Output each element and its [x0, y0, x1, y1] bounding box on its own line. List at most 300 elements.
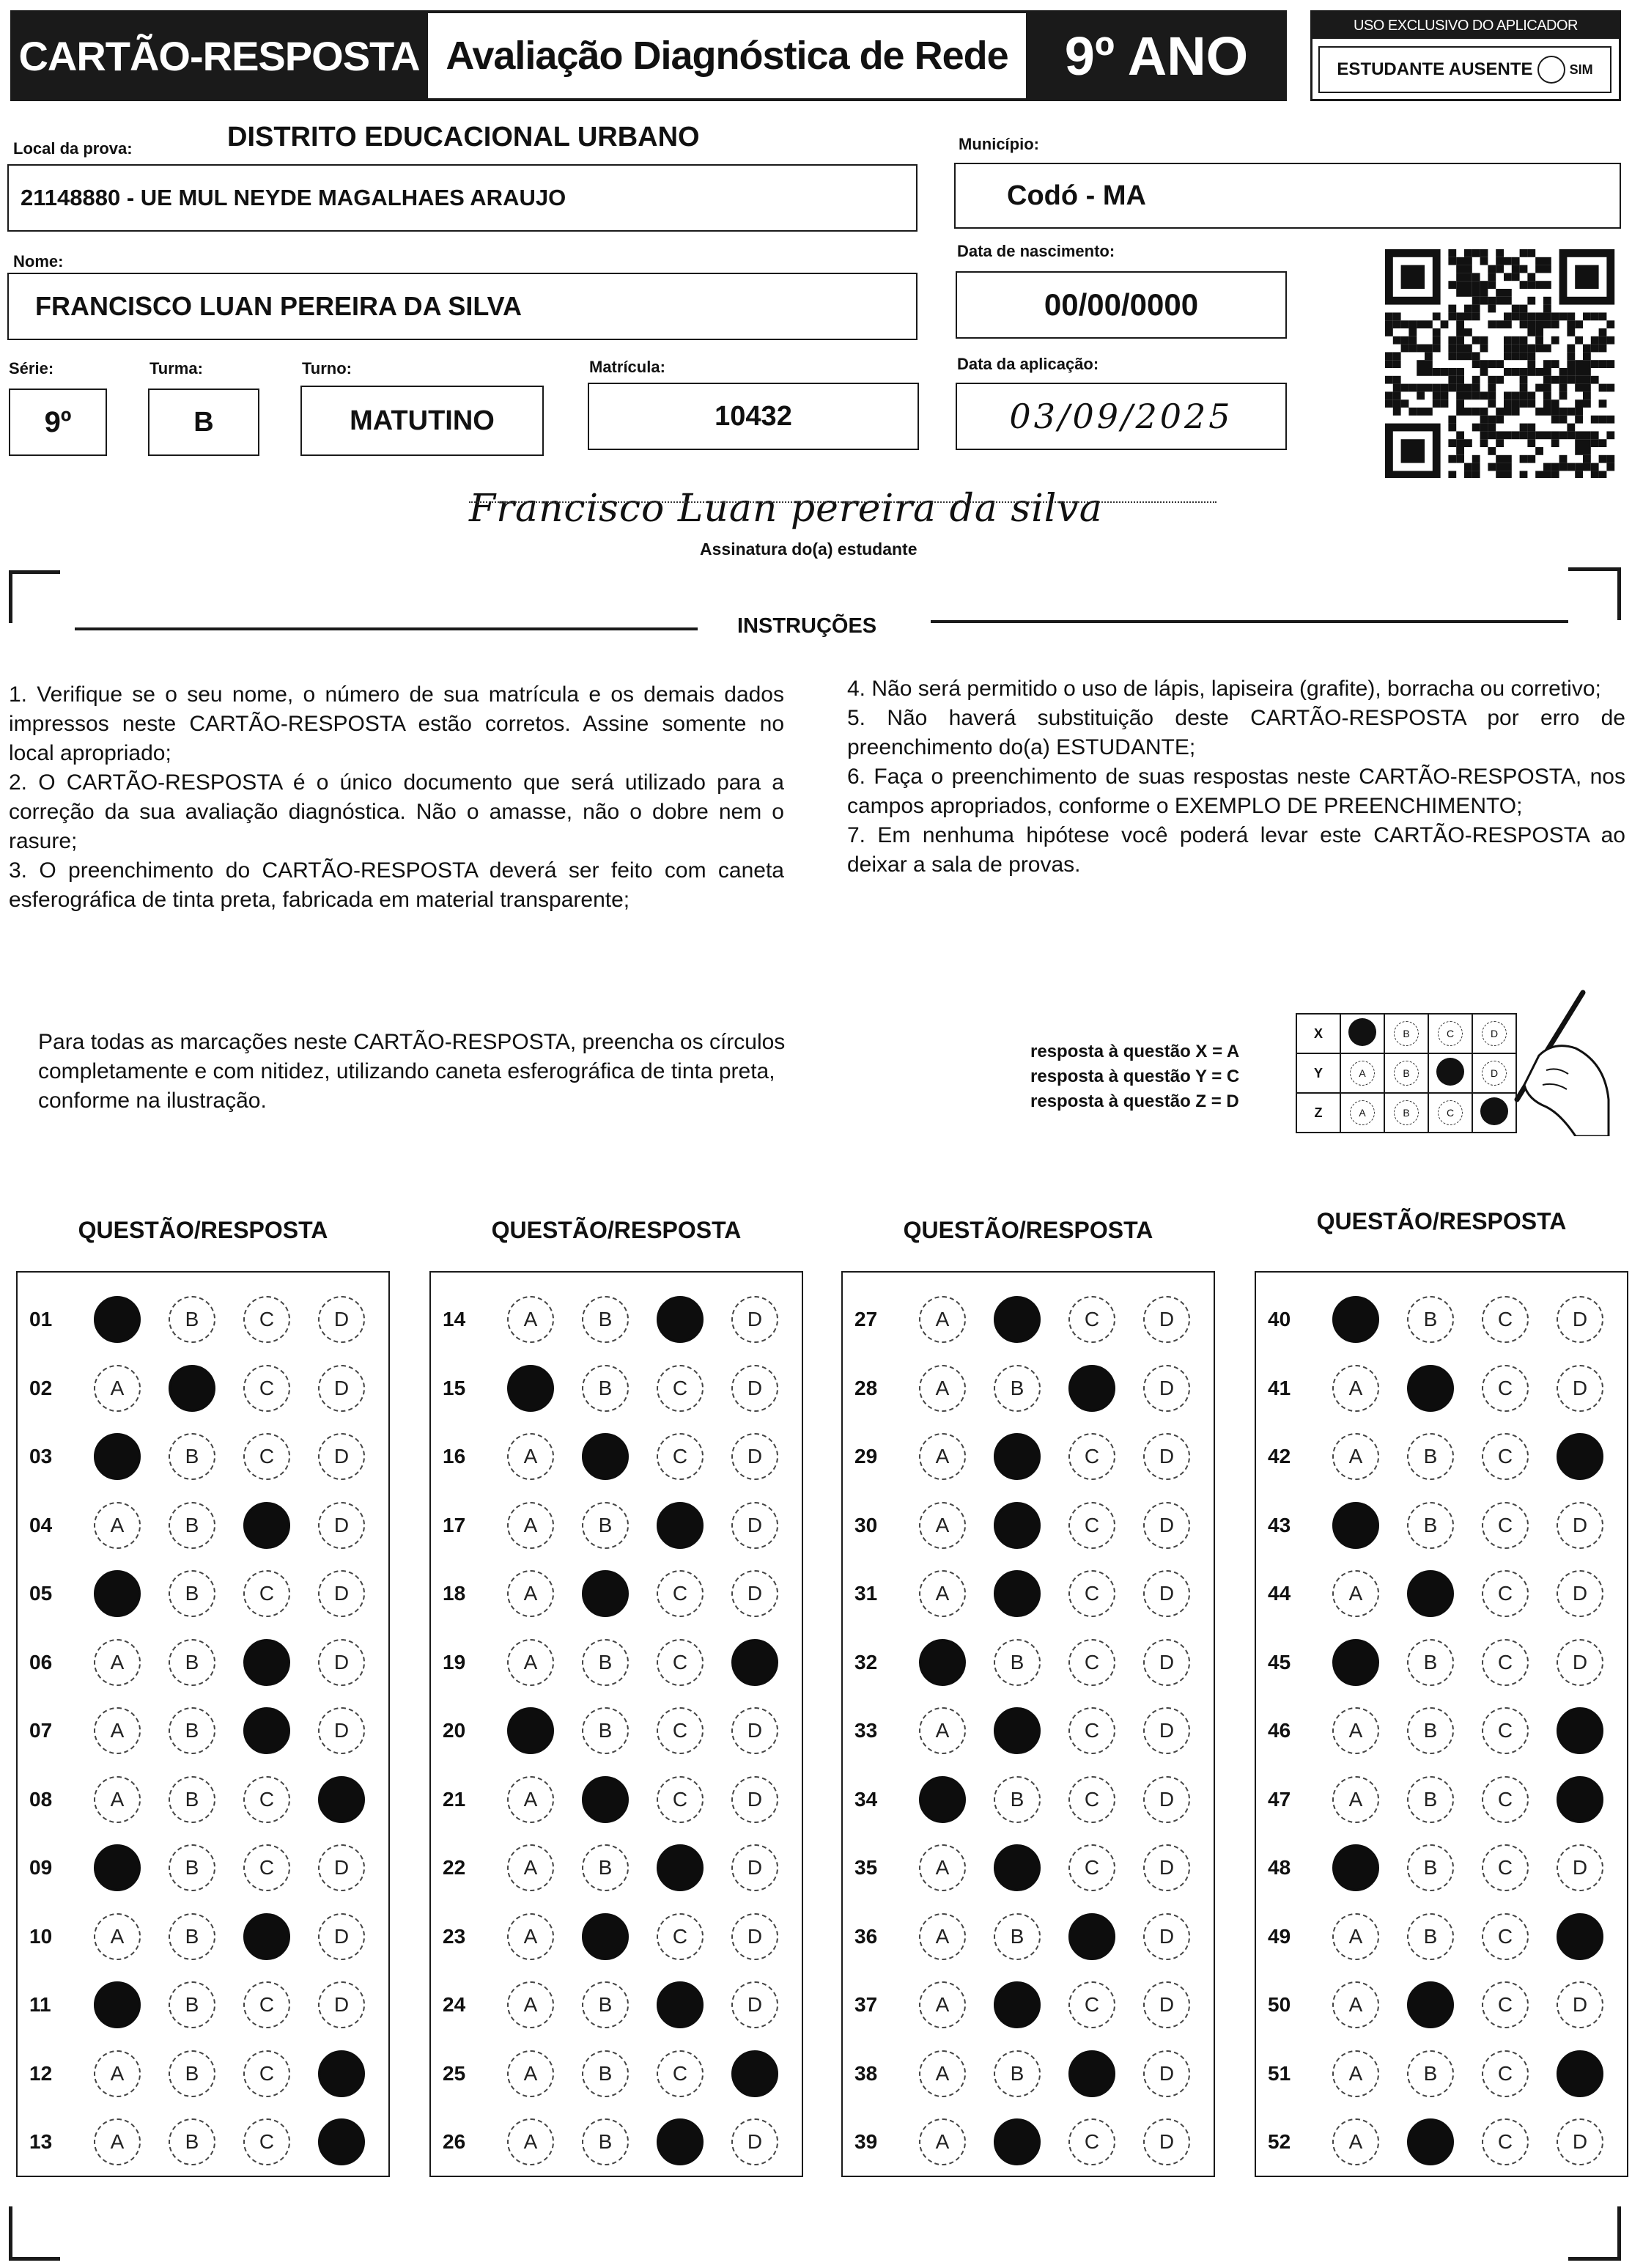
answer-bubble[interactable]: A: [919, 1913, 966, 1960]
answer-bubble[interactable]: D: [318, 1981, 365, 2028]
question-number: 09: [29, 1856, 53, 1879]
example-row: [1296, 1053, 1516, 1093]
answer-bubble[interactable]: A: [919, 1365, 966, 1412]
answer-row: [1268, 1707, 1603, 1754]
answer-bubble[interactable]: A: [507, 2050, 554, 2097]
answer-bubble[interactable]: D: [1143, 1296, 1190, 1343]
question-number: 49: [1268, 1924, 1291, 1948]
answer-bubble[interactable]: B: [1407, 1296, 1454, 1343]
answer-bubble[interactable]: A: [1332, 1981, 1379, 2028]
answer-bubble[interactable]: B: [169, 1296, 215, 1343]
answer-bubble[interactable]: C: [243, 1776, 290, 1823]
answer-bubble[interactable]: A: [919, 2118, 966, 2165]
turma-label: Turma:: [149, 359, 203, 378]
example-bubble: C: [1438, 1021, 1463, 1046]
answer-bubble[interactable]: A: [507, 1433, 554, 1480]
question-number: 52: [1268, 2130, 1291, 2153]
answer-bubble-filled[interactable]: [657, 2118, 704, 2165]
answer-bubble[interactable]: D: [318, 1502, 365, 1549]
answer-bubble[interactable]: A: [919, 1844, 966, 1891]
question-number: 44: [1268, 1582, 1291, 1605]
answer-bubble[interactable]: D: [1143, 1844, 1190, 1891]
answer-bubble[interactable]: B: [994, 2050, 1041, 2097]
instruction-item: 3. O preenchimento do CARTÃO-RESPOSTA deverá ser feito com caneta esferográfica de tinta preta, fabricada em material transparente;: [9, 858, 784, 912]
answer-bubble[interactable]: B: [1407, 1844, 1454, 1891]
answer-bubble-filled[interactable]: [994, 1570, 1041, 1617]
answer-bubble[interactable]: B: [169, 1570, 215, 1617]
answer-bubble[interactable]: D: [1557, 1981, 1603, 2028]
answer-bubble[interactable]: A: [919, 1502, 966, 1549]
answer-bubble-filled[interactable]: [1068, 1913, 1115, 1960]
answer-bubble[interactable]: A: [94, 2118, 141, 2165]
answer-bubble-filled[interactable]: [1407, 1981, 1454, 2028]
turno-field: MATUTINO: [300, 386, 544, 456]
serie-label: Série:: [9, 359, 54, 378]
answer-bubble[interactable]: A: [507, 1570, 554, 1617]
answer-bubble-filled[interactable]: [582, 1913, 629, 1960]
answer-bubble[interactable]: B: [1407, 1776, 1454, 1823]
answer-bubble-filled[interactable]: [243, 1913, 290, 1960]
example-bubble: B: [1394, 1061, 1419, 1086]
example-bubble: B: [1394, 1100, 1419, 1125]
answer-bubble[interactable]: D: [1557, 2118, 1603, 2165]
answer-bubble[interactable]: D: [731, 1844, 778, 1891]
answer-bubble[interactable]: A: [919, 1981, 966, 2028]
answer-bubble[interactable]: C: [1482, 1365, 1529, 1412]
answer-bubble-filled[interactable]: [507, 1707, 554, 1754]
example-filled-bubble: [1436, 1058, 1464, 1086]
example-legend: [1030, 1039, 1239, 1114]
answer-bubble[interactable]: D: [318, 1707, 365, 1754]
example-row: [1296, 1014, 1516, 1053]
frame-corner-bottom-left: [9, 2206, 60, 2261]
answer-bubble[interactable]: C: [1482, 1433, 1529, 1480]
answer-bubble-filled[interactable]: [994, 1707, 1041, 1754]
answer-bubble[interactable]: A: [919, 1707, 966, 1754]
answer-bubble-filled[interactable]: [994, 1433, 1041, 1480]
answer-bubble[interactable]: D: [1143, 2118, 1190, 2165]
answer-bubble[interactable]: C: [1068, 1502, 1115, 1549]
answer-bubble[interactable]: A: [1332, 1570, 1379, 1617]
answer-row: [854, 2050, 1190, 2097]
answer-bubble-filled[interactable]: [1407, 1570, 1454, 1617]
answer-row: [29, 2118, 365, 2165]
answer-bubble-filled[interactable]: [94, 1570, 141, 1617]
instruction-item: 6. Faça o preenchimento de suas respostas neste CARTÃO-RESPOSTA, nos campos apropriados, conforme o EXEMPLO DE PREENCHIMENTO;: [847, 765, 1625, 818]
answer-bubble-filled[interactable]: [994, 1502, 1041, 1549]
applicator-box: [1310, 10, 1621, 101]
turma-field: B: [148, 389, 259, 456]
answer-bubble[interactable]: D: [1143, 1502, 1190, 1549]
nascimento-label: Data de nascimento:: [957, 242, 1115, 260]
answer-bubble[interactable]: D: [731, 1433, 778, 1480]
answer-bubble[interactable]: D: [318, 1844, 365, 1891]
answer-bubble[interactable]: D: [731, 1365, 778, 1412]
answer-bubble[interactable]: D: [318, 1433, 365, 1480]
answer-bubble[interactable]: C: [1482, 2050, 1529, 2097]
answer-bubble[interactable]: C: [1482, 2118, 1529, 2165]
answer-bubble[interactable]: C: [657, 1913, 704, 1960]
answer-bubble[interactable]: D: [731, 1981, 778, 2028]
answer-row: [443, 1913, 778, 1960]
answer-bubble[interactable]: A: [94, 1913, 141, 1960]
answer-bubble[interactable]: A: [507, 1776, 554, 1823]
answer-bubble[interactable]: C: [1068, 2118, 1115, 2165]
municipio-label: Município:: [959, 135, 1039, 153]
answer-bubble[interactable]: D: [318, 1570, 365, 1617]
answer-bubble[interactable]: B: [582, 1844, 629, 1891]
answer-bubble-filled[interactable]: [994, 1844, 1041, 1891]
answer-bubble[interactable]: C: [243, 1296, 290, 1343]
answer-bubble[interactable]: C: [1068, 1296, 1115, 1343]
example-cell: [1384, 1093, 1428, 1133]
answer-bubble[interactable]: C: [1482, 1639, 1529, 1686]
answer-bubble[interactable]: D: [318, 1639, 365, 1686]
answer-bubble[interactable]: D: [1557, 1296, 1603, 1343]
answer-bubble-filled[interactable]: [169, 1365, 215, 1412]
answer-row: [1268, 1844, 1603, 1891]
answer-bubble-filled[interactable]: [1557, 1776, 1603, 1823]
answer-bubble[interactable]: A: [94, 1707, 141, 1754]
answer-bubble[interactable]: B: [1407, 1707, 1454, 1754]
answer-row: [854, 1433, 1190, 1480]
answer-bubble[interactable]: B: [169, 1502, 215, 1549]
answer-bubble-filled[interactable]: [1407, 1365, 1454, 1412]
answer-bubble[interactable]: C: [1482, 1913, 1529, 1960]
answer-bubble[interactable]: A: [94, 2050, 141, 2097]
answer-bubble[interactable]: B: [1407, 1433, 1454, 1480]
answer-bubble[interactable]: B: [169, 2118, 215, 2165]
grade-label: 9º ANO: [1026, 10, 1287, 101]
example-row: [1296, 1093, 1516, 1133]
answer-bubble[interactable]: A: [1332, 2050, 1379, 2097]
answer-bubble[interactable]: B: [994, 1365, 1041, 1412]
answer-bubble-filled[interactable]: [318, 1776, 365, 1823]
answer-bubble[interactable]: A: [1332, 1776, 1379, 1823]
answer-bubble-filled[interactable]: [657, 1981, 704, 2028]
answer-bubble-filled[interactable]: [582, 1433, 629, 1480]
answer-bubble-filled[interactable]: [1557, 1913, 1603, 1960]
answer-bubble[interactable]: A: [94, 1365, 141, 1412]
answer-bubble[interactable]: C: [1482, 1707, 1529, 1754]
answer-bubble[interactable]: B: [169, 1981, 215, 2028]
question-number: 04: [29, 1513, 53, 1536]
answer-bubble[interactable]: C: [243, 2118, 290, 2165]
example-row-label: X: [1296, 1014, 1340, 1053]
answer-bubble[interactable]: B: [582, 1707, 629, 1754]
answer-bubble[interactable]: A: [507, 1981, 554, 2028]
answer-bubble[interactable]: C: [1482, 1570, 1529, 1617]
answer-row: [854, 1365, 1190, 1412]
answer-bubble[interactable]: A: [507, 2118, 554, 2165]
answer-bubble[interactable]: A: [919, 1296, 966, 1343]
absent-bubble[interactable]: [1537, 56, 1565, 84]
answer-row: [443, 1570, 778, 1617]
answer-bubble[interactable]: A: [919, 2050, 966, 2097]
question-number: 46: [1268, 1719, 1291, 1742]
answer-bubble[interactable]: A: [94, 1502, 141, 1549]
answer-row: [1268, 1913, 1603, 1960]
answer-bubble[interactable]: A: [1332, 2118, 1379, 2165]
answer-bubble[interactable]: D: [318, 1913, 365, 1960]
instruction-item: 5. Não haverá substituição deste CARTÃO-RESPOSTA por erro de preenchimento do(a) ESTUDANTE;: [847, 706, 1625, 759]
example-cell: [1340, 1093, 1384, 1133]
answer-bubble[interactable]: C: [1068, 1570, 1115, 1617]
answer-bubble-filled[interactable]: [994, 1981, 1041, 2028]
answer-row: [29, 1433, 365, 1480]
answer-row: [1268, 2050, 1603, 2097]
answer-bubble[interactable]: C: [243, 1981, 290, 2028]
answer-bubble[interactable]: D: [1143, 1981, 1190, 2028]
answer-row: [854, 1913, 1190, 1960]
answer-bubble-filled[interactable]: [94, 1844, 141, 1891]
answer-bubble[interactable]: B: [1407, 1639, 1454, 1686]
answer-bubble-filled[interactable]: [94, 1981, 141, 2028]
answer-bubble[interactable]: B: [169, 1913, 215, 1960]
answer-row: [1268, 1433, 1603, 1480]
matricula-field: 10432: [588, 383, 919, 450]
answer-bubble[interactable]: C: [243, 1570, 290, 1617]
answer-bubble[interactable]: B: [169, 1844, 215, 1891]
answer-bubble[interactable]: C: [657, 1639, 704, 1686]
example-legend-item: resposta à questão X = A: [1030, 1042, 1240, 1061]
answer-bubble[interactable]: B: [169, 1707, 215, 1754]
answer-bubble[interactable]: B: [169, 1433, 215, 1480]
answer-bubble-filled[interactable]: [657, 1296, 704, 1343]
answer-bubble[interactable]: D: [731, 1570, 778, 1617]
answer-bubble[interactable]: A: [94, 1776, 141, 1823]
answer-bubble[interactable]: D: [1557, 1639, 1603, 1686]
answer-bubble[interactable]: D: [731, 2118, 778, 2165]
answer-bubble[interactable]: B: [582, 1296, 629, 1343]
answer-row: [29, 1844, 365, 1891]
column-title: QUESTÃO/RESPOSTA: [78, 1217, 328, 1243]
answer-row: [1268, 1639, 1603, 1686]
answer-bubble[interactable]: B: [994, 1913, 1041, 1960]
answer-bubble-filled[interactable]: [318, 2050, 365, 2097]
example-table: [1296, 1013, 1517, 1133]
question-number: 22: [443, 1856, 466, 1879]
answer-row: [854, 1776, 1190, 1823]
answer-bubble-filled[interactable]: [243, 1707, 290, 1754]
answer-bubble[interactable]: D: [731, 1707, 778, 1754]
answer-bubble[interactable]: B: [582, 2050, 629, 2097]
example-instructions: Para todas as marcações neste CARTÃO-RESPOSTA, preencha os círculos completamente e com nitidez, utilizando caneta esferográfica de tinta preta, conforme na ilustração.: [38, 1030, 786, 1113]
answer-bubble[interactable]: D: [731, 1502, 778, 1549]
answer-bubble[interactable]: C: [243, 1844, 290, 1891]
answer-bubble-filled[interactable]: [731, 1639, 778, 1686]
answer-bubble-filled[interactable]: [1332, 1502, 1379, 1549]
answer-bubble[interactable]: D: [1557, 1365, 1603, 1412]
turno-label: Turno:: [302, 359, 352, 378]
answer-bubble[interactable]: B: [994, 1639, 1041, 1686]
answer-row: [854, 1707, 1190, 1754]
answer-bubble[interactable]: D: [1143, 1433, 1190, 1480]
example-bubble: D: [1482, 1061, 1507, 1086]
answer-bubble[interactable]: A: [1332, 1365, 1379, 1412]
answer-bubble[interactable]: A: [507, 1296, 554, 1343]
example-filled-bubble: [1348, 1018, 1376, 1046]
answer-bubble[interactable]: D: [1557, 1570, 1603, 1617]
answer-bubble-filled[interactable]: [94, 1296, 141, 1343]
assessment-title: Avaliação Diagnóstica de Rede: [428, 10, 1026, 101]
answer-bubble[interactable]: B: [582, 2118, 629, 2165]
question-number: 15: [443, 1376, 466, 1399]
question-number: 40: [1268, 1308, 1291, 1330]
answer-bubble[interactable]: A: [919, 1570, 966, 1617]
answer-bubble-filled[interactable]: [243, 1502, 290, 1549]
example-cell: [1340, 1014, 1384, 1053]
answer-bubble[interactable]: A: [1332, 1707, 1379, 1754]
answer-bubble[interactable]: A: [1332, 1913, 1379, 1960]
answer-bubble[interactable]: C: [1068, 1707, 1115, 1754]
question-number: 32: [854, 1650, 878, 1674]
answer-bubble[interactable]: C: [243, 2050, 290, 2097]
answer-bubble-filled[interactable]: [1332, 1639, 1379, 1686]
question-number: 08: [29, 1787, 53, 1811]
answer-bubble[interactable]: D: [1143, 1776, 1190, 1823]
answer-bubble[interactable]: A: [94, 1639, 141, 1686]
answer-bubble-filled[interactable]: [1332, 1296, 1379, 1343]
answer-bubble[interactable]: D: [731, 1776, 778, 1823]
answer-bubble-filled[interactable]: [1557, 2050, 1603, 2097]
answer-bubble[interactable]: C: [1482, 1981, 1529, 2028]
answer-bubble[interactable]: B: [169, 1776, 215, 1823]
answer-bubble-filled[interactable]: [994, 1296, 1041, 1343]
example-bubble: C: [1438, 1100, 1463, 1125]
answer-bubble[interactable]: B: [1407, 1913, 1454, 1960]
answer-bubble-filled[interactable]: [657, 1502, 704, 1549]
question-number: 48: [1268, 1856, 1291, 1879]
answer-bubble[interactable]: C: [657, 1776, 704, 1823]
answer-bubble[interactable]: D: [1557, 1502, 1603, 1549]
answer-bubble[interactable]: C: [657, 1707, 704, 1754]
answer-bubble-filled[interactable]: [731, 2050, 778, 2097]
answer-bubble[interactable]: C: [657, 2050, 704, 2097]
answer-bubble-filled[interactable]: [243, 1639, 290, 1686]
answer-bubble[interactable]: C: [1068, 1433, 1115, 1480]
answer-bubble[interactable]: D: [1143, 1365, 1190, 1412]
answer-bubble-filled[interactable]: [1068, 2050, 1115, 2097]
question-number: 39: [854, 2130, 878, 2153]
answer-bubble[interactable]: D: [1143, 1707, 1190, 1754]
answer-bubble[interactable]: A: [507, 1502, 554, 1549]
answer-bubble[interactable]: D: [318, 1296, 365, 1343]
example-bubble: A: [1350, 1061, 1375, 1086]
absent-yes-label: SIM: [1569, 62, 1593, 77]
answer-bubble[interactable]: A: [507, 1844, 554, 1891]
answer-bubble[interactable]: A: [507, 1639, 554, 1686]
answer-bubble-filled[interactable]: [582, 1570, 629, 1617]
answer-bubble-filled[interactable]: [318, 2118, 365, 2165]
instructions-right: [847, 674, 1625, 880]
qr-code: [1385, 249, 1621, 478]
example-cell: [1384, 1014, 1428, 1053]
answer-bubble-filled[interactable]: [919, 1776, 966, 1823]
answer-bubble-filled[interactable]: [1332, 1844, 1379, 1891]
answer-bubble-filled[interactable]: [582, 1776, 629, 1823]
nome-label: Nome:: [13, 252, 64, 270]
frame-corner-bottom-right: [1568, 2206, 1621, 2261]
answer-bubble-filled[interactable]: [1407, 2118, 1454, 2165]
answer-bubble[interactable]: D: [1557, 1844, 1603, 1891]
answer-bubble[interactable]: D: [1143, 1913, 1190, 1960]
answer-row: [854, 1639, 1190, 1686]
answer-bubble-filled[interactable]: [1557, 1707, 1603, 1754]
answer-row: [443, 1502, 778, 1549]
answer-row: [1268, 1981, 1603, 2028]
answer-bubble[interactable]: C: [243, 1365, 290, 1412]
question-number: 02: [29, 1376, 53, 1399]
instruction-item: 1. Verifique se o seu nome, o número de sua matrícula e os demais dados impressos neste CARTÃO-RESPOSTA estão corretos. Assine somente no local apropriado;: [9, 682, 784, 765]
answer-bubble-filled[interactable]: [994, 2118, 1041, 2165]
answer-bubble[interactable]: D: [731, 1913, 778, 1960]
answer-bubble[interactable]: C: [657, 1433, 704, 1480]
answer-bubble[interactable]: A: [1332, 1433, 1379, 1480]
answer-bubble[interactable]: C: [657, 1570, 704, 1617]
applicator-box-title: USO EXCLUSIVO DO APLICADOR: [1312, 12, 1619, 39]
answer-bubble[interactable]: C: [1482, 1776, 1529, 1823]
answer-bubble[interactable]: D: [1143, 2050, 1190, 2097]
answer-bubble[interactable]: B: [169, 2050, 215, 2097]
example-cell: [1428, 1014, 1472, 1053]
question-number: 03: [29, 1445, 53, 1468]
answer-bubble[interactable]: D: [1143, 1570, 1190, 1617]
answer-bubble[interactable]: C: [1068, 1639, 1115, 1686]
example-cell: [1428, 1053, 1472, 1093]
answer-row: [29, 1365, 365, 1412]
answer-bubble[interactable]: B: [582, 1981, 629, 2028]
answer-bubble[interactable]: A: [507, 1913, 554, 1960]
answer-bubble[interactable]: C: [1482, 1502, 1529, 1549]
answer-bubble[interactable]: D: [1143, 1639, 1190, 1686]
example-cell: [1340, 1053, 1384, 1093]
question-number: 23: [443, 1924, 466, 1948]
answer-bubble-filled[interactable]: [1557, 1433, 1603, 1480]
column-title: QUESTÃO/RESPOSTA: [1316, 1208, 1567, 1234]
answer-bubble-filled[interactable]: [507, 1365, 554, 1412]
question-number: 20: [443, 1719, 466, 1742]
answer-bubble[interactable]: A: [919, 1433, 966, 1480]
answer-bubble[interactable]: D: [731, 1296, 778, 1343]
answer-bubble[interactable]: B: [1407, 1502, 1454, 1549]
answer-bubble[interactable]: B: [994, 1776, 1041, 1823]
answer-bubble[interactable]: B: [1407, 2050, 1454, 2097]
answer-bubble[interactable]: C: [1068, 1776, 1115, 1823]
card-title: CARTÃO-RESPOSTA: [10, 10, 428, 101]
answer-bubble[interactable]: C: [1482, 1844, 1529, 1891]
answer-bubble-filled[interactable]: [1068, 1365, 1115, 1412]
answer-bubble[interactable]: C: [657, 1365, 704, 1412]
answer-bubble[interactable]: C: [243, 1433, 290, 1480]
answer-bubble[interactable]: C: [1482, 1296, 1529, 1343]
answer-bubble[interactable]: C: [1068, 1981, 1115, 2028]
frame-corner-top-left: [9, 570, 60, 623]
answer-bubble[interactable]: B: [582, 1502, 629, 1549]
question-number: 38: [854, 2061, 878, 2085]
answer-bubble-filled[interactable]: [919, 1639, 966, 1686]
answer-row: [1268, 1570, 1603, 1617]
answer-bubble-filled[interactable]: [94, 1433, 141, 1480]
answer-row: [854, 1296, 1190, 1343]
answer-bubble[interactable]: B: [169, 1639, 215, 1686]
answer-bubble[interactable]: C: [1068, 1844, 1115, 1891]
answer-bubble[interactable]: B: [582, 1365, 629, 1412]
question-number: 11: [29, 1993, 51, 2016]
answer-bubble[interactable]: B: [582, 1639, 629, 1686]
answer-bubble-filled[interactable]: [657, 1844, 704, 1891]
answer-bubble[interactable]: D: [318, 1365, 365, 1412]
